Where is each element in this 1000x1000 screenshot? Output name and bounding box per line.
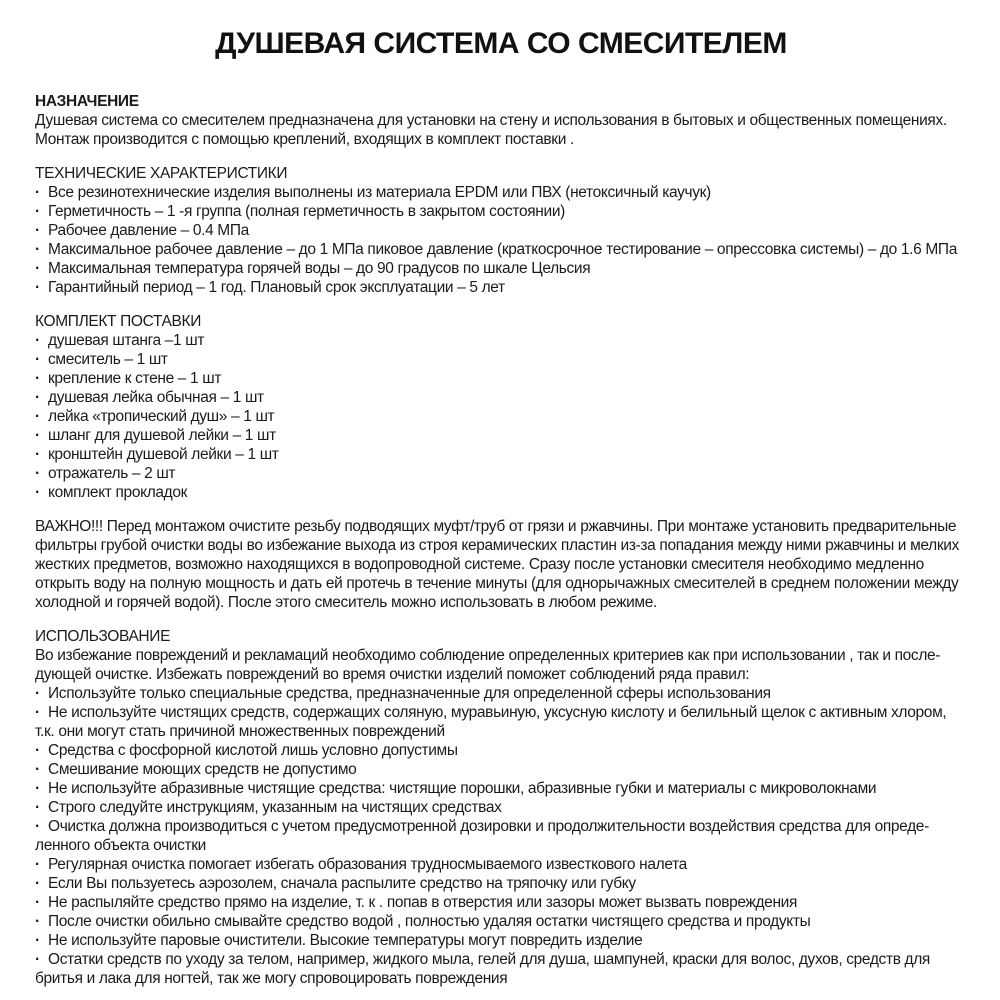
bullet-icon: ·	[35, 856, 40, 873]
list-item-text: Рабочее давление – 0.4 МПа	[48, 222, 249, 239]
list-item	[35, 388, 967, 407]
list-item-text: Остатки средств по уходу за телом, например, жидкого мыла, гелей для душа, шампуней, краски для волос, духов, средств для бритья и лака для ногтей, так же могу спровоцировать повреждения	[35, 951, 930, 987]
paragraph: ВАЖНО!!! Перед монтажом очистите резьбу подводящих муфт/труб от грязи и ржавчины. При монтаже установить предварительные фильтры грубой очистки воды во избежание выхода из строя керамических пластин из-за попадания между ними ржавчины и мелких жестких предметов, возможно находящихся в водопроводной системе. Сразу после установки смесителя необходимо медленно открыть воду на полную мощность и дать ей протечь в течение минуты (для однорычажных смесителей в среднем положении между холодной и горячей водой). После этого смеситель можно использовать в любом режиме.	[35, 518, 959, 611]
bullet-icon: ·	[35, 875, 40, 892]
list-item-text: После очистки обильно смывайте средство водой , полностью удаляя остатки чистящего средства и продукты	[48, 913, 811, 930]
list-item-text: Строго следуйте инструкциям, указанным на чистящих средствах	[48, 799, 502, 816]
list-item	[35, 202, 967, 221]
list-item-text: Все резинотехнические изделия выполнены из материала EPDM или ПВХ (нетоксичный каучук)	[48, 184, 711, 201]
list-item	[35, 874, 967, 893]
bullet-icon: ·	[35, 427, 40, 444]
bullet-icon: ·	[35, 279, 40, 296]
list-item-text: комплект прокладок	[48, 484, 188, 501]
list-item-text: Смешивание моющих средств не допустимо	[48, 761, 357, 778]
section-heading: КОМПЛЕКТ ПОСТАВКИ	[35, 313, 202, 330]
bullet-icon: ·	[35, 203, 40, 220]
paragraph: Во избежание повреждений и рекламаций необходимо соблюдение определенных критериев как при использовании , так и после-дующей очистке. Избежать повреждений во время очистки изделий поможет соблюдений ряда правил:	[35, 647, 941, 683]
bullet-icon: ·	[35, 799, 40, 816]
section-komplekt-postavki	[35, 312, 967, 502]
bullet-icon: ·	[35, 389, 40, 406]
bullet-icon: ·	[35, 370, 40, 387]
list-item	[35, 426, 967, 445]
list-item-text: шланг для душевой лейки – 1 шт	[48, 427, 276, 444]
list-item	[35, 703, 967, 741]
bullet-icon: ·	[35, 465, 40, 482]
page-title: ДУШЕВАЯ СИСТЕМА СО СМЕСИТЕЛЕМ	[215, 27, 787, 60]
list-item-text: Не распыляйте средство прямо на изделие, т. к . попав в отверстия или зазоры может вызвать повреждения	[48, 894, 798, 911]
list-item	[35, 464, 967, 483]
section-heading: НАЗНАЧЕНИЕ	[35, 93, 139, 110]
list-item-text: душевая лейка обычная – 1 шт	[48, 389, 264, 406]
bullet-icon: ·	[35, 222, 40, 239]
bullet-icon: ·	[35, 184, 40, 201]
bullet-icon: ·	[35, 818, 40, 835]
list-item-text: смеситель – 1 шт	[48, 351, 168, 368]
list-item-text: кронштейн душевой лейки – 1 шт	[48, 446, 279, 463]
bullet-icon: ·	[35, 742, 40, 759]
list-item	[35, 760, 967, 779]
bullet-icon: ·	[35, 761, 40, 778]
list-item-text: Не используйте абразивные чистящие средства: чистящие порошки, абразивные губки и материалы с микроволокнами	[48, 780, 877, 797]
bullet-icon: ·	[35, 484, 40, 501]
list-item	[35, 331, 967, 350]
list-item	[35, 445, 967, 464]
list-item-text: Герметичность – 1 -я группа (полная герметичность в закрытом состоянии)	[48, 203, 565, 220]
list-item-text: Регулярная очистка помогает избегать образования трудносмываемого известкового налета	[48, 856, 687, 873]
list-item	[35, 407, 967, 426]
bullet-icon: ·	[35, 932, 40, 949]
list-item	[35, 893, 967, 912]
list-item	[35, 779, 967, 798]
list-item-text: Не используйте паровые очистители. Высокие температуры могут повредить изделие	[48, 932, 643, 949]
list-item	[35, 183, 967, 202]
list-item-text: отражатель – 2 шт	[48, 465, 176, 482]
list-item-text: Используйте только специальные средства, предназначенные для определенной сферы использования	[48, 685, 771, 702]
bullet-icon: ·	[35, 951, 40, 968]
bullet-icon: ·	[35, 408, 40, 425]
list-item-text: Очистка должна производиться с учетом предусмотренной дозировки и продолжительности воздействия средства для опреде-ленного объекта очистки	[35, 818, 929, 854]
bullet-icon: ·	[35, 685, 40, 702]
section-tekhnicheskie-kharakteristiki	[35, 164, 967, 297]
section-heading: ТЕХНИЧЕСКИЕ ХАРАКТЕРИСТИКИ	[35, 165, 288, 182]
section-ispolzovanie	[35, 627, 967, 988]
list-item	[35, 817, 967, 855]
bullet-icon: ·	[35, 446, 40, 463]
list-item	[35, 950, 967, 988]
section-naznachenie	[35, 92, 967, 149]
list-item	[35, 221, 967, 240]
list-item	[35, 350, 967, 369]
list-item	[35, 684, 967, 703]
document-body	[35, 92, 967, 988]
bullet-icon: ·	[35, 704, 40, 721]
bullet-icon: ·	[35, 351, 40, 368]
list-item	[35, 259, 967, 278]
list-item	[35, 912, 967, 931]
paragraph: Душевая система со смесителем предназначена для установки на стену и использования в бытовых и общественных помещениях. Монтаж производится с помощью креплений, входящих в комплект поставки .	[35, 112, 947, 148]
section-vazhno	[35, 517, 967, 612]
bullet-icon: ·	[35, 913, 40, 930]
bullet-icon: ·	[35, 780, 40, 797]
list-item	[35, 483, 967, 502]
list-item-text: крепление к стене – 1 шт	[48, 370, 222, 387]
list-item	[35, 278, 967, 297]
list-item-text: Не используйте чистящих средств, содержащих соляную, муравьиную, уксусную кислоту и белильный щелок с активным хлором, т.к. они могут стать причиной множественных повреждений	[35, 704, 947, 740]
list-item-text: Если Вы пользуетесь аэрозолем, сначала распылите средство на тряпочку или губку	[48, 875, 636, 892]
list-item-text: Средства с фосфорной кислотой лишь условно допустимы	[48, 742, 458, 759]
list-item-text: лейка «тропический душ» – 1 шт	[48, 408, 275, 425]
bullet-icon: ·	[35, 260, 40, 277]
list-item-text: душевая штанга –1 шт	[48, 332, 205, 349]
bullet-icon: ·	[35, 332, 40, 349]
list-item	[35, 369, 967, 388]
list-item-text: Максимальное рабочее давление – до 1 МПа пиковое давление (краткосрочное тестирование – опрессовка системы) – до 1.6 МПа	[48, 241, 957, 258]
list-item	[35, 741, 967, 760]
list-item	[35, 240, 967, 259]
bullet-icon: ·	[35, 241, 40, 258]
list-item-text: Максимальная температура горячей воды – до 90 градусов по шкале Цельсия	[48, 260, 591, 277]
bullet-icon: ·	[35, 894, 40, 911]
list-item	[35, 931, 967, 950]
list-item	[35, 855, 967, 874]
section-heading: ИСПОЛЬЗОВАНИЕ	[35, 628, 171, 645]
list-item	[35, 798, 967, 817]
list-item-text: Гарантийный период – 1 год. Плановый срок эксплуатации – 5 лет	[48, 279, 505, 296]
